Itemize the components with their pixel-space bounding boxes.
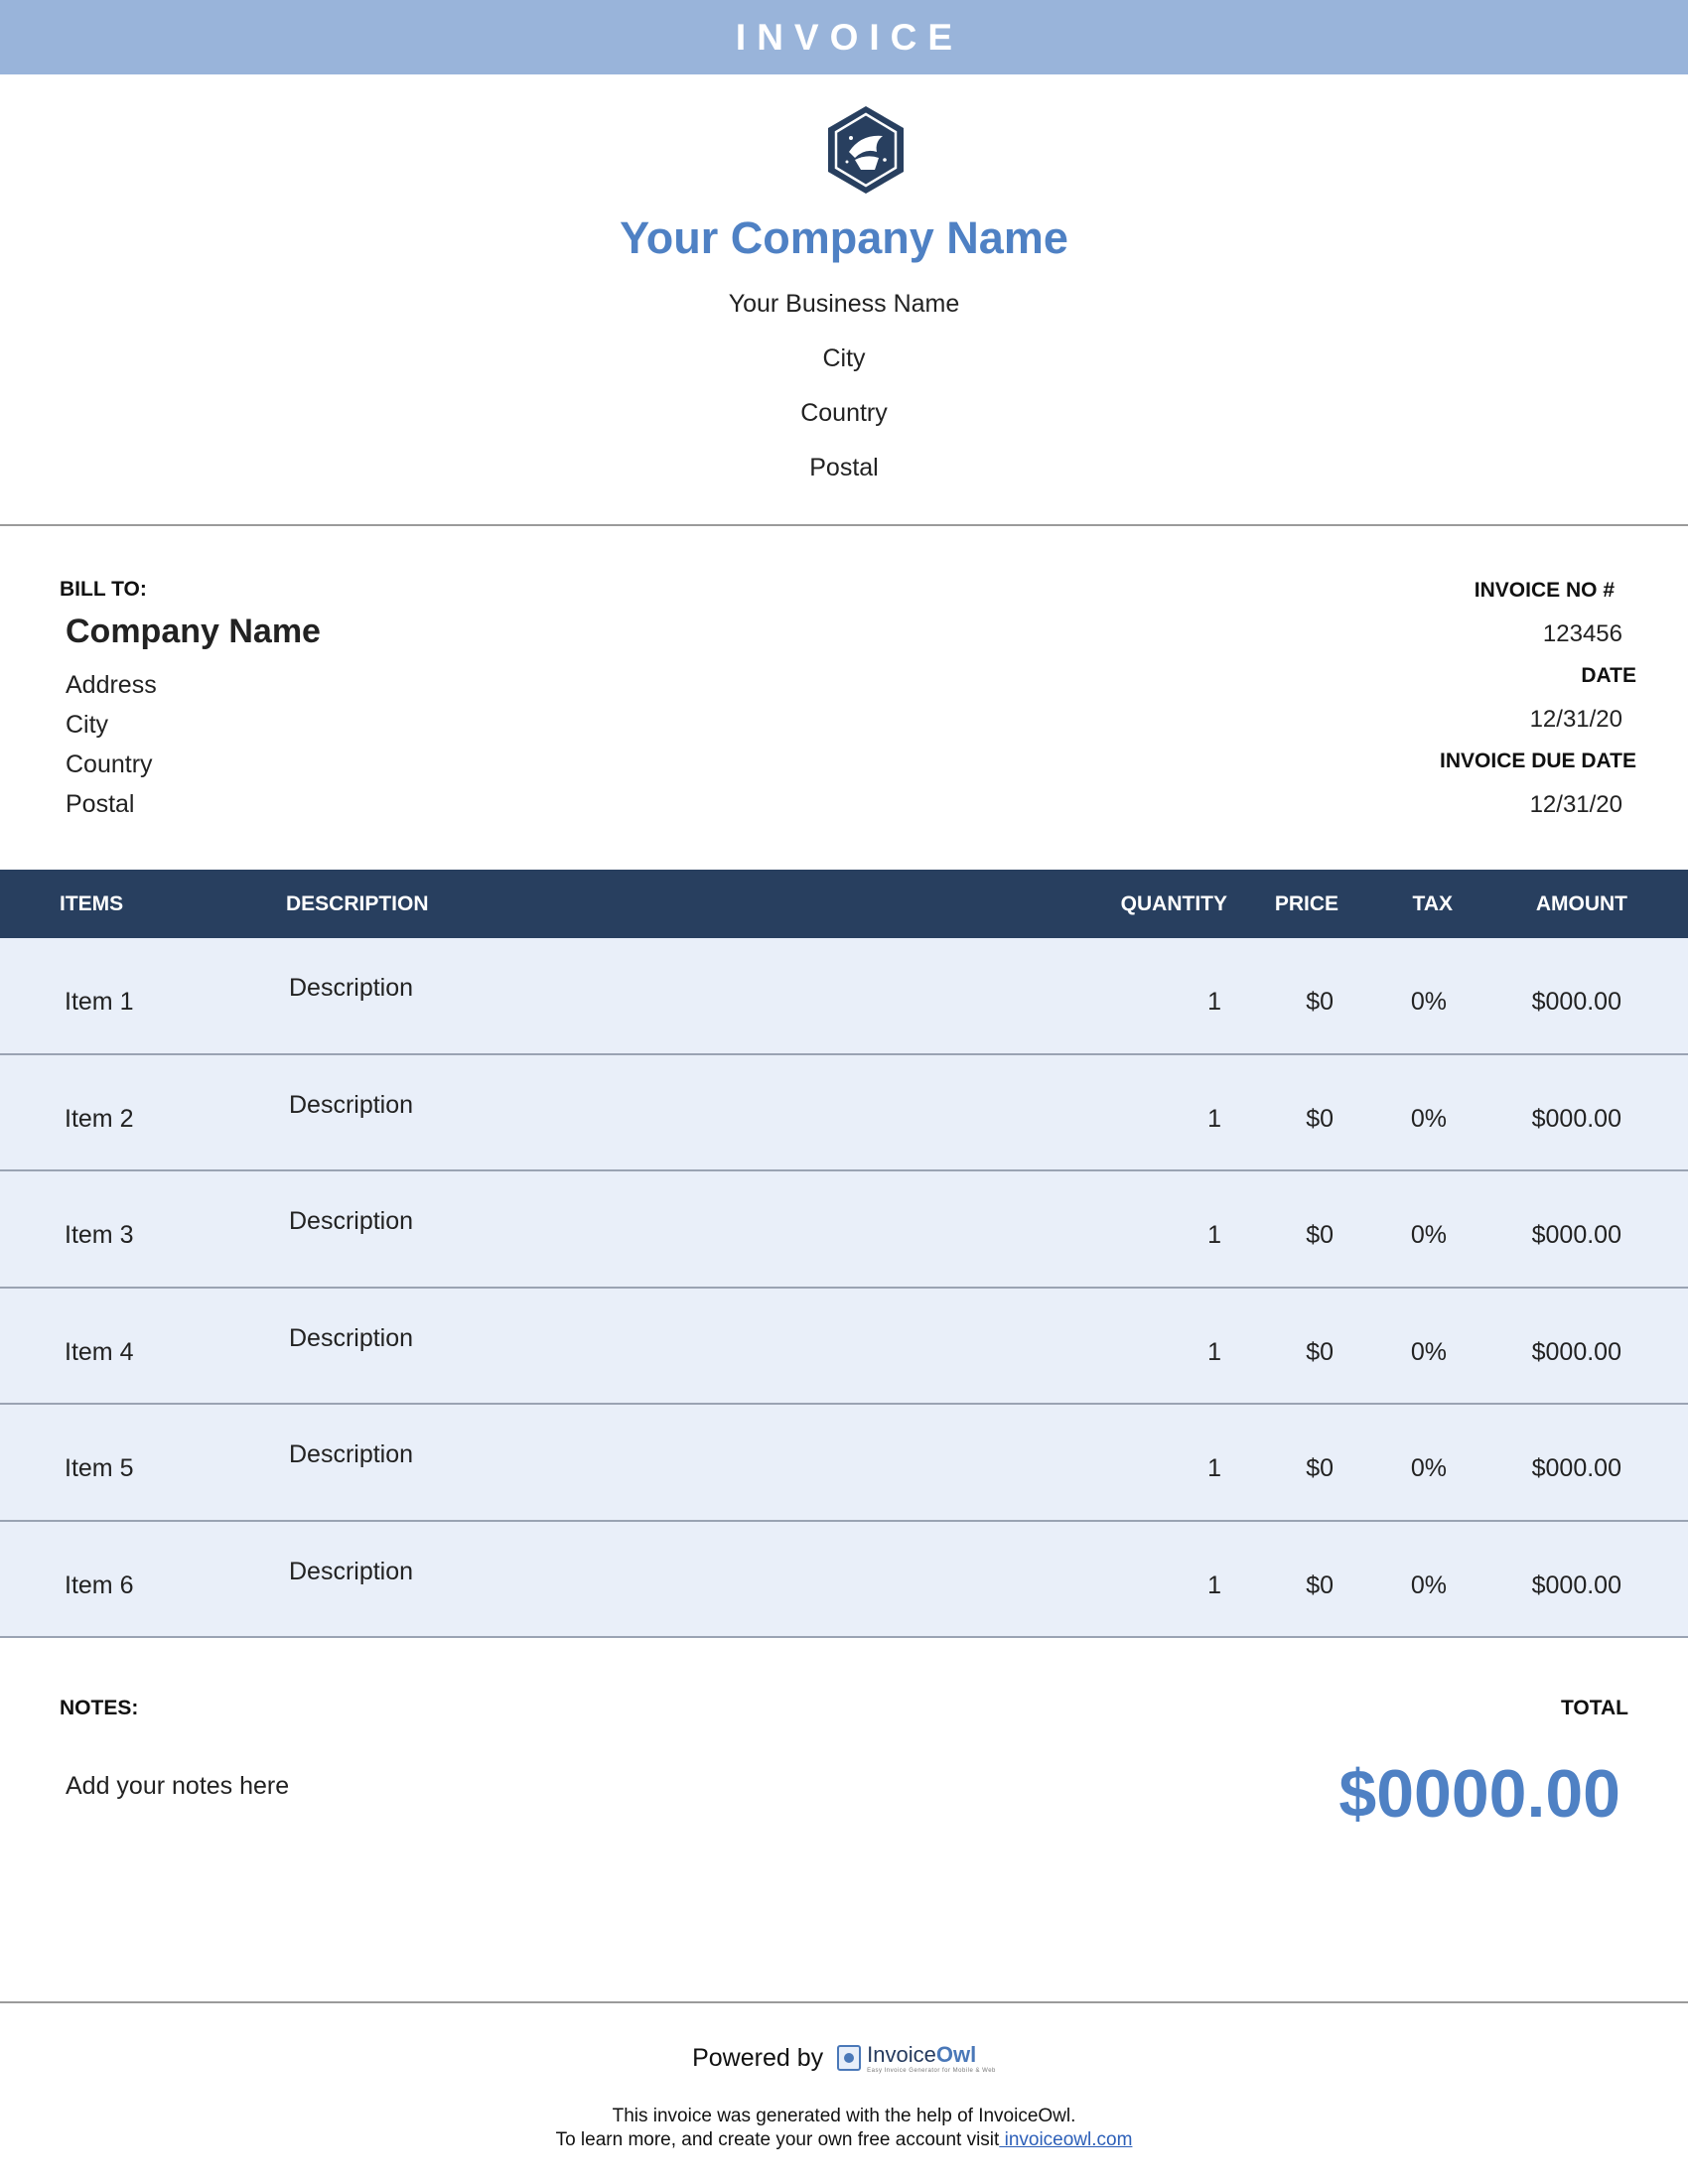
brand-invoice: Invoice	[867, 2042, 936, 2067]
invoice-no-label: INVOICE NO #	[1474, 579, 1615, 602]
cell-tax: 0%	[1410, 1104, 1447, 1133]
table-row	[0, 1405, 1688, 1522]
company-country: Country	[800, 399, 888, 427]
cell-amount: $000.00	[1531, 1570, 1621, 1599]
items-table-header	[0, 870, 1688, 938]
total-label: TOTAL	[1560, 1697, 1628, 1719]
col-price: PRICE	[1274, 892, 1338, 915]
company-city: City	[822, 344, 866, 372]
cell-description: Description	[289, 974, 414, 1002]
due-date-label: INVOICE DUE DATE	[1440, 750, 1636, 772]
invoice-banner	[0, 0, 1688, 74]
cell-amount: $000.00	[1531, 1454, 1621, 1482]
invoiceowl-logo	[837, 2042, 996, 2074]
cell-description: Description	[289, 1323, 414, 1352]
company-business-name: Your Business Name	[728, 290, 960, 318]
table-row	[0, 1289, 1688, 1406]
cell-item: Item 1	[65, 988, 134, 1016]
cell-price: $0	[1306, 988, 1334, 1016]
footer-line-1: This invoice was generated with the help of InvoiceOwl.	[612, 2106, 1076, 2126]
notes-label: NOTES:	[60, 1697, 139, 1719]
cell-amount: $000.00	[1531, 1104, 1621, 1133]
company-postal: Postal	[809, 454, 879, 481]
date-label: DATE	[1581, 664, 1636, 687]
cell-price: $0	[1306, 1337, 1334, 1366]
brand-owl: Owl	[935, 2042, 977, 2067]
cell-tax: 0%	[1410, 1337, 1447, 1366]
cell-amount: $000.00	[1531, 1337, 1621, 1366]
company-name: Your Company Name	[620, 212, 1068, 263]
due-date-value: 12/31/20	[1529, 791, 1622, 818]
cell-price: $0	[1306, 1570, 1334, 1599]
bill-to-label: BILL TO:	[60, 578, 147, 601]
footer-line-2-text: To learn more, and create your own free account visit	[555, 2129, 1000, 2150]
table-row	[0, 1171, 1688, 1289]
hexagon-shield-logo-icon	[825, 104, 907, 196]
cell-amount: $000.00	[1531, 1221, 1621, 1249]
cell-item: Item 6	[65, 1570, 134, 1599]
footer-line-2	[0, 2129, 1688, 2151]
bill-to-city: City	[66, 711, 109, 739]
invoiceowl-link[interactable]: invoiceowl.com	[999, 2129, 1133, 2150]
cell-tax: 0%	[1410, 1570, 1447, 1599]
col-amount: AMOUNT	[1535, 892, 1627, 915]
cell-tax: 0%	[1410, 988, 1447, 1016]
cell-description: Description	[289, 1207, 414, 1235]
table-row	[0, 938, 1688, 1055]
bill-to-country: Country	[66, 751, 153, 778]
cell-quantity: 1	[1207, 1570, 1221, 1599]
cell-description: Description	[289, 1440, 414, 1468]
footer-divider	[0, 2001, 1688, 2003]
col-items: ITEMS	[60, 892, 124, 915]
cell-price: $0	[1306, 1454, 1334, 1482]
cell-item: Item 5	[65, 1454, 134, 1482]
cell-quantity: 1	[1207, 988, 1221, 1016]
notes-text: Add your notes here	[66, 1772, 290, 1800]
cell-item: Item 4	[65, 1337, 134, 1366]
items-table-body	[0, 938, 1688, 1638]
col-tax: TAX	[1412, 892, 1453, 915]
brand-tagline: Easy Invoice Generator for Mobile & Web	[867, 2068, 996, 2074]
cell-quantity: 1	[1207, 1221, 1221, 1249]
col-description: DESCRIPTION	[286, 892, 429, 915]
cell-item: Item 3	[65, 1221, 134, 1249]
invoiceowl-logo-icon	[837, 2045, 861, 2071]
cell-description: Description	[289, 1557, 414, 1585]
cell-quantity: 1	[1207, 1104, 1221, 1133]
col-quantity: QUANTITY	[1120, 892, 1227, 915]
table-row	[0, 1522, 1688, 1639]
cell-quantity: 1	[1207, 1454, 1221, 1482]
cell-quantity: 1	[1207, 1337, 1221, 1366]
bill-to-address: Address	[66, 671, 157, 699]
cell-price: $0	[1306, 1104, 1334, 1133]
cell-tax: 0%	[1410, 1454, 1447, 1482]
date-value: 12/31/20	[1529, 706, 1622, 733]
cell-tax: 0%	[1410, 1221, 1447, 1249]
bill-to-postal: Postal	[66, 790, 135, 818]
table-row	[0, 1055, 1688, 1172]
header-divider	[0, 524, 1688, 526]
invoice-no-value: 123456	[1542, 620, 1622, 647]
bill-to-company: Company Name	[66, 613, 321, 650]
powered-by	[0, 2042, 1688, 2074]
cell-amount: $000.00	[1531, 988, 1621, 1016]
invoice-title: INVOICE	[735, 16, 964, 58]
cell-price: $0	[1306, 1221, 1334, 1249]
total-value: $0000.00	[1338, 1756, 1620, 1832]
powered-by-label: Powered by	[692, 2043, 824, 2072]
cell-item: Item 2	[65, 1104, 134, 1133]
cell-description: Description	[289, 1090, 414, 1119]
